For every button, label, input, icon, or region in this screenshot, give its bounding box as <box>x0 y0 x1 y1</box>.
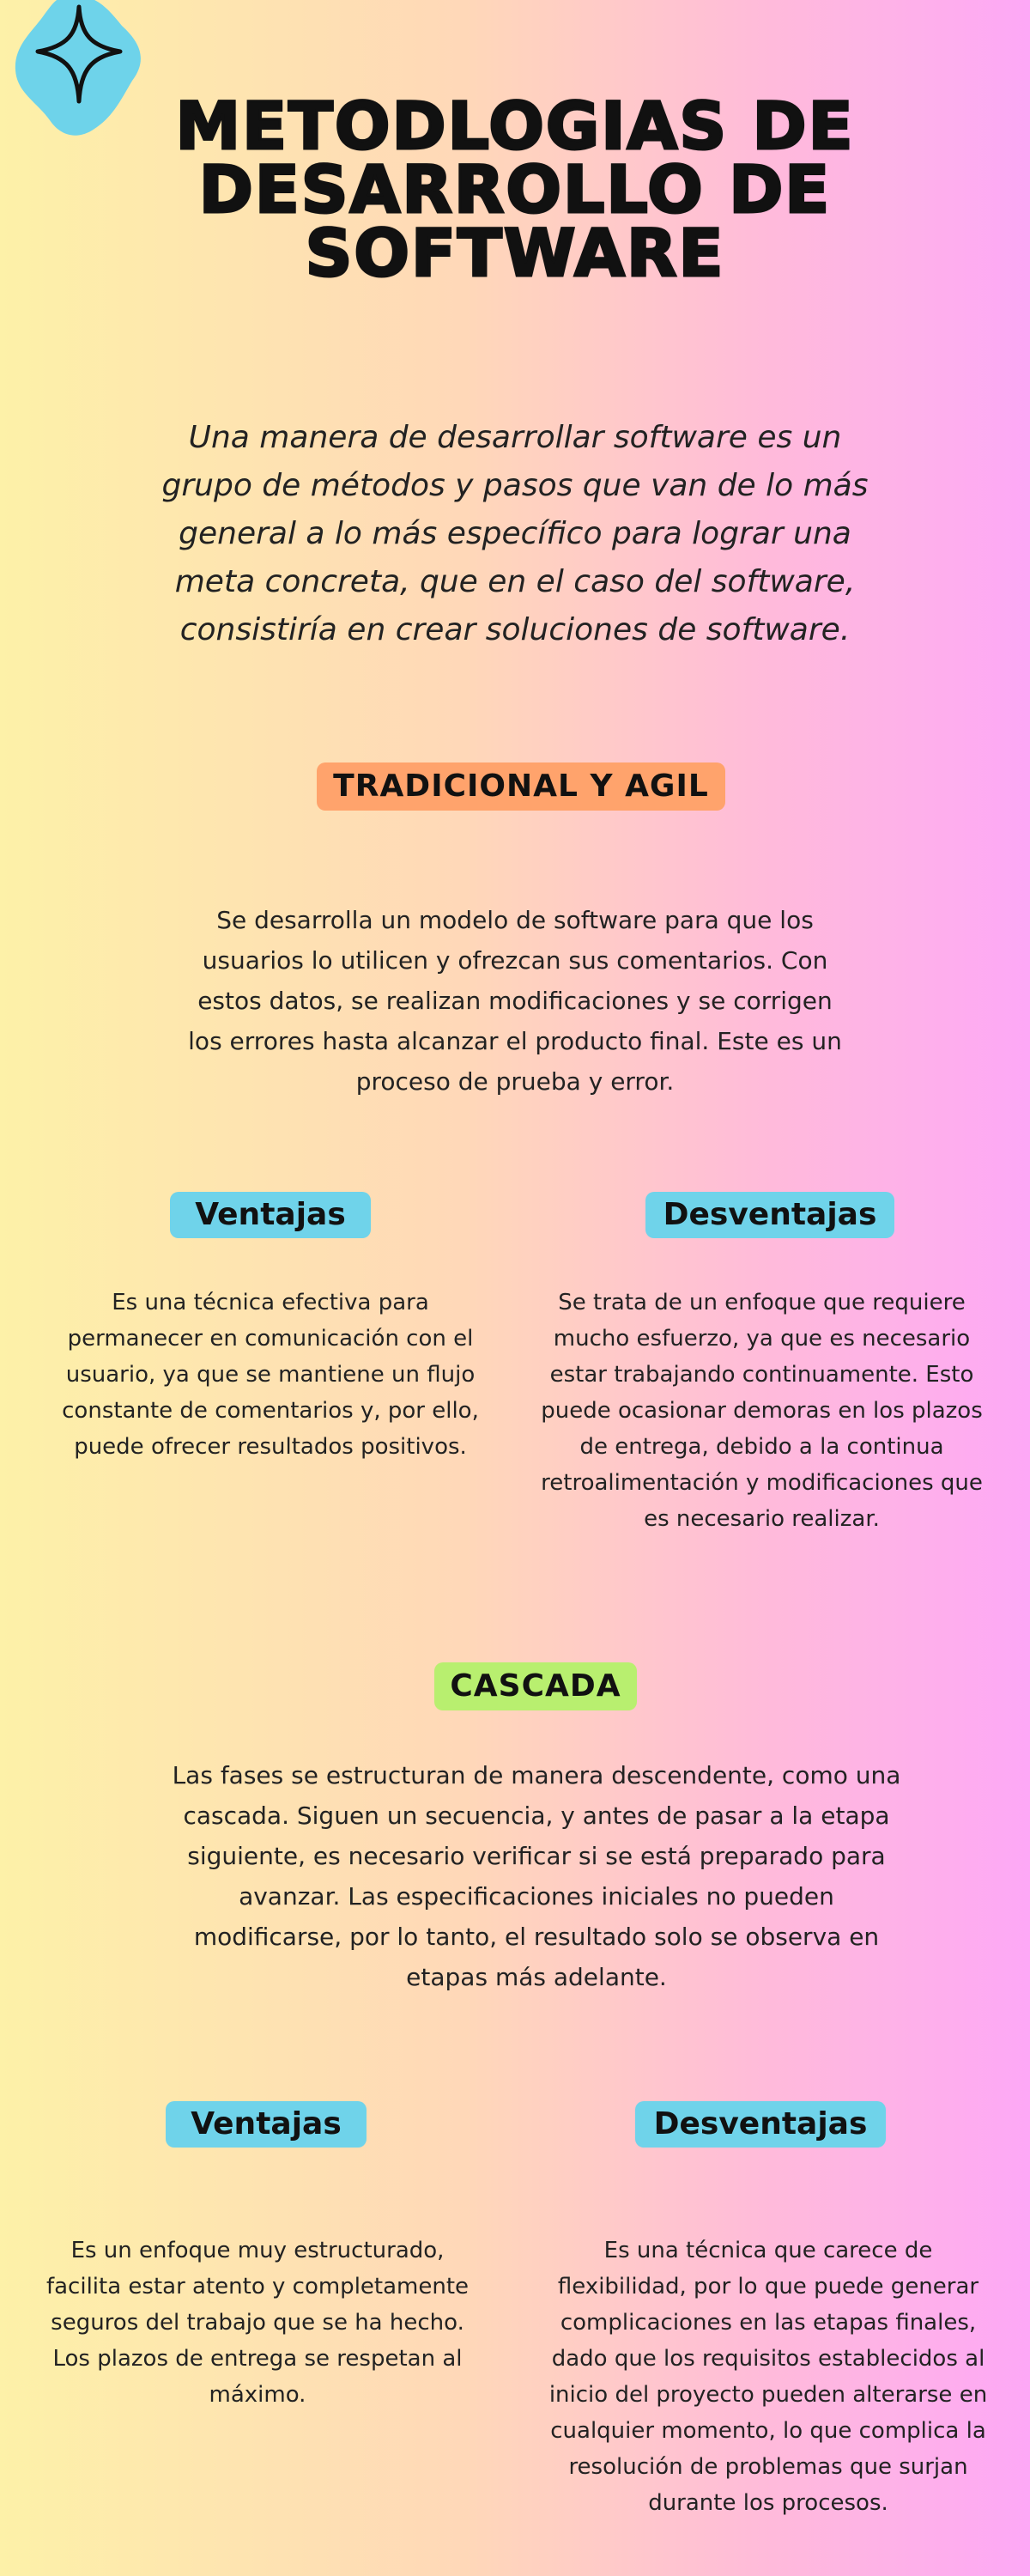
disadvantages-text-tradicional-agil: Se trata de un enfoque que requiere mucho esfuerzo, ya que es necesario estar trabajando continuamente. Esto puede ocasionar demoras en los plazos de entrega, debido a la continua retroalimentación y modificaciones que es necesario realizar. <box>541 1290 983 1532</box>
section-description-cascada: Las fases se estructuran de manera descendente, como una cascada. Siguen un secuencia, y antes de pasar a la etapa siguiente, es necesario verificar si se está preparado para avanzar. Las especificaciones iniciales no pueden modificarse, por lo tanto, el resultado solo se observa en etapas más adelante. <box>172 1761 901 1991</box>
page-title: METODLOGIAS DE DESARROLLO DE SOFTWARE <box>175 88 855 291</box>
disadvantages-text-cascada: Es una técnica que carece de flexibilidad, por lo que puede generar complicaciones en las etapas finales, dado que los requisitos establecidos al inicio del proyecto pueden alterarse en cualquier momento, lo que complica la resolución de problemas que surjan durante los procesos. <box>548 2238 988 2516</box>
disadvantages-heading-cascada: Desventajas <box>635 2101 886 2148</box>
disadvantages-heading-tradicional-agil: Desventajas <box>645 1192 894 1238</box>
section-description-tradicional-agil: Se desarrolla un modelo de software para que los usuarios lo utilicen y ofrezcan sus comentarios. Con estos datos, se realizan modificaciones y se corrigen los errores hasta alcanzar el producto final. Este es un proceso de prueba y error. <box>188 906 842 1096</box>
advantages-text-cascada: Es un enfoque muy estructurado, facilita estar atento y completamente seguros del trabajo que se ha hecho. Los plazos de entrega se respetan al máximo. <box>45 2238 470 2408</box>
section-heading-tradicional-agil: TRADICIONAL Y AGIL <box>317 762 725 811</box>
advantages-text-tradicional-agil: Es una técnica efectiva para permanecer en comunicación con el usuario, ya que se mantiene un flujo constante de comentarios y, por ello, puede ofrecer resultados positivos. <box>62 1290 479 1460</box>
advantages-heading-tradicional-agil: Ventajas <box>170 1192 371 1238</box>
sparkle-star-icon <box>12 0 141 142</box>
intro-paragraph: Una manera de desarrollar software es un grupo de métodos y pasos que van de lo más general a lo más específico para lograr una meta concreta, que en el caso del software, consistiría en crear soluciones de software. <box>161 420 869 647</box>
section-heading-cascada: CASCADA <box>434 1662 637 1710</box>
advantages-heading-cascada: Ventajas <box>166 2101 367 2148</box>
